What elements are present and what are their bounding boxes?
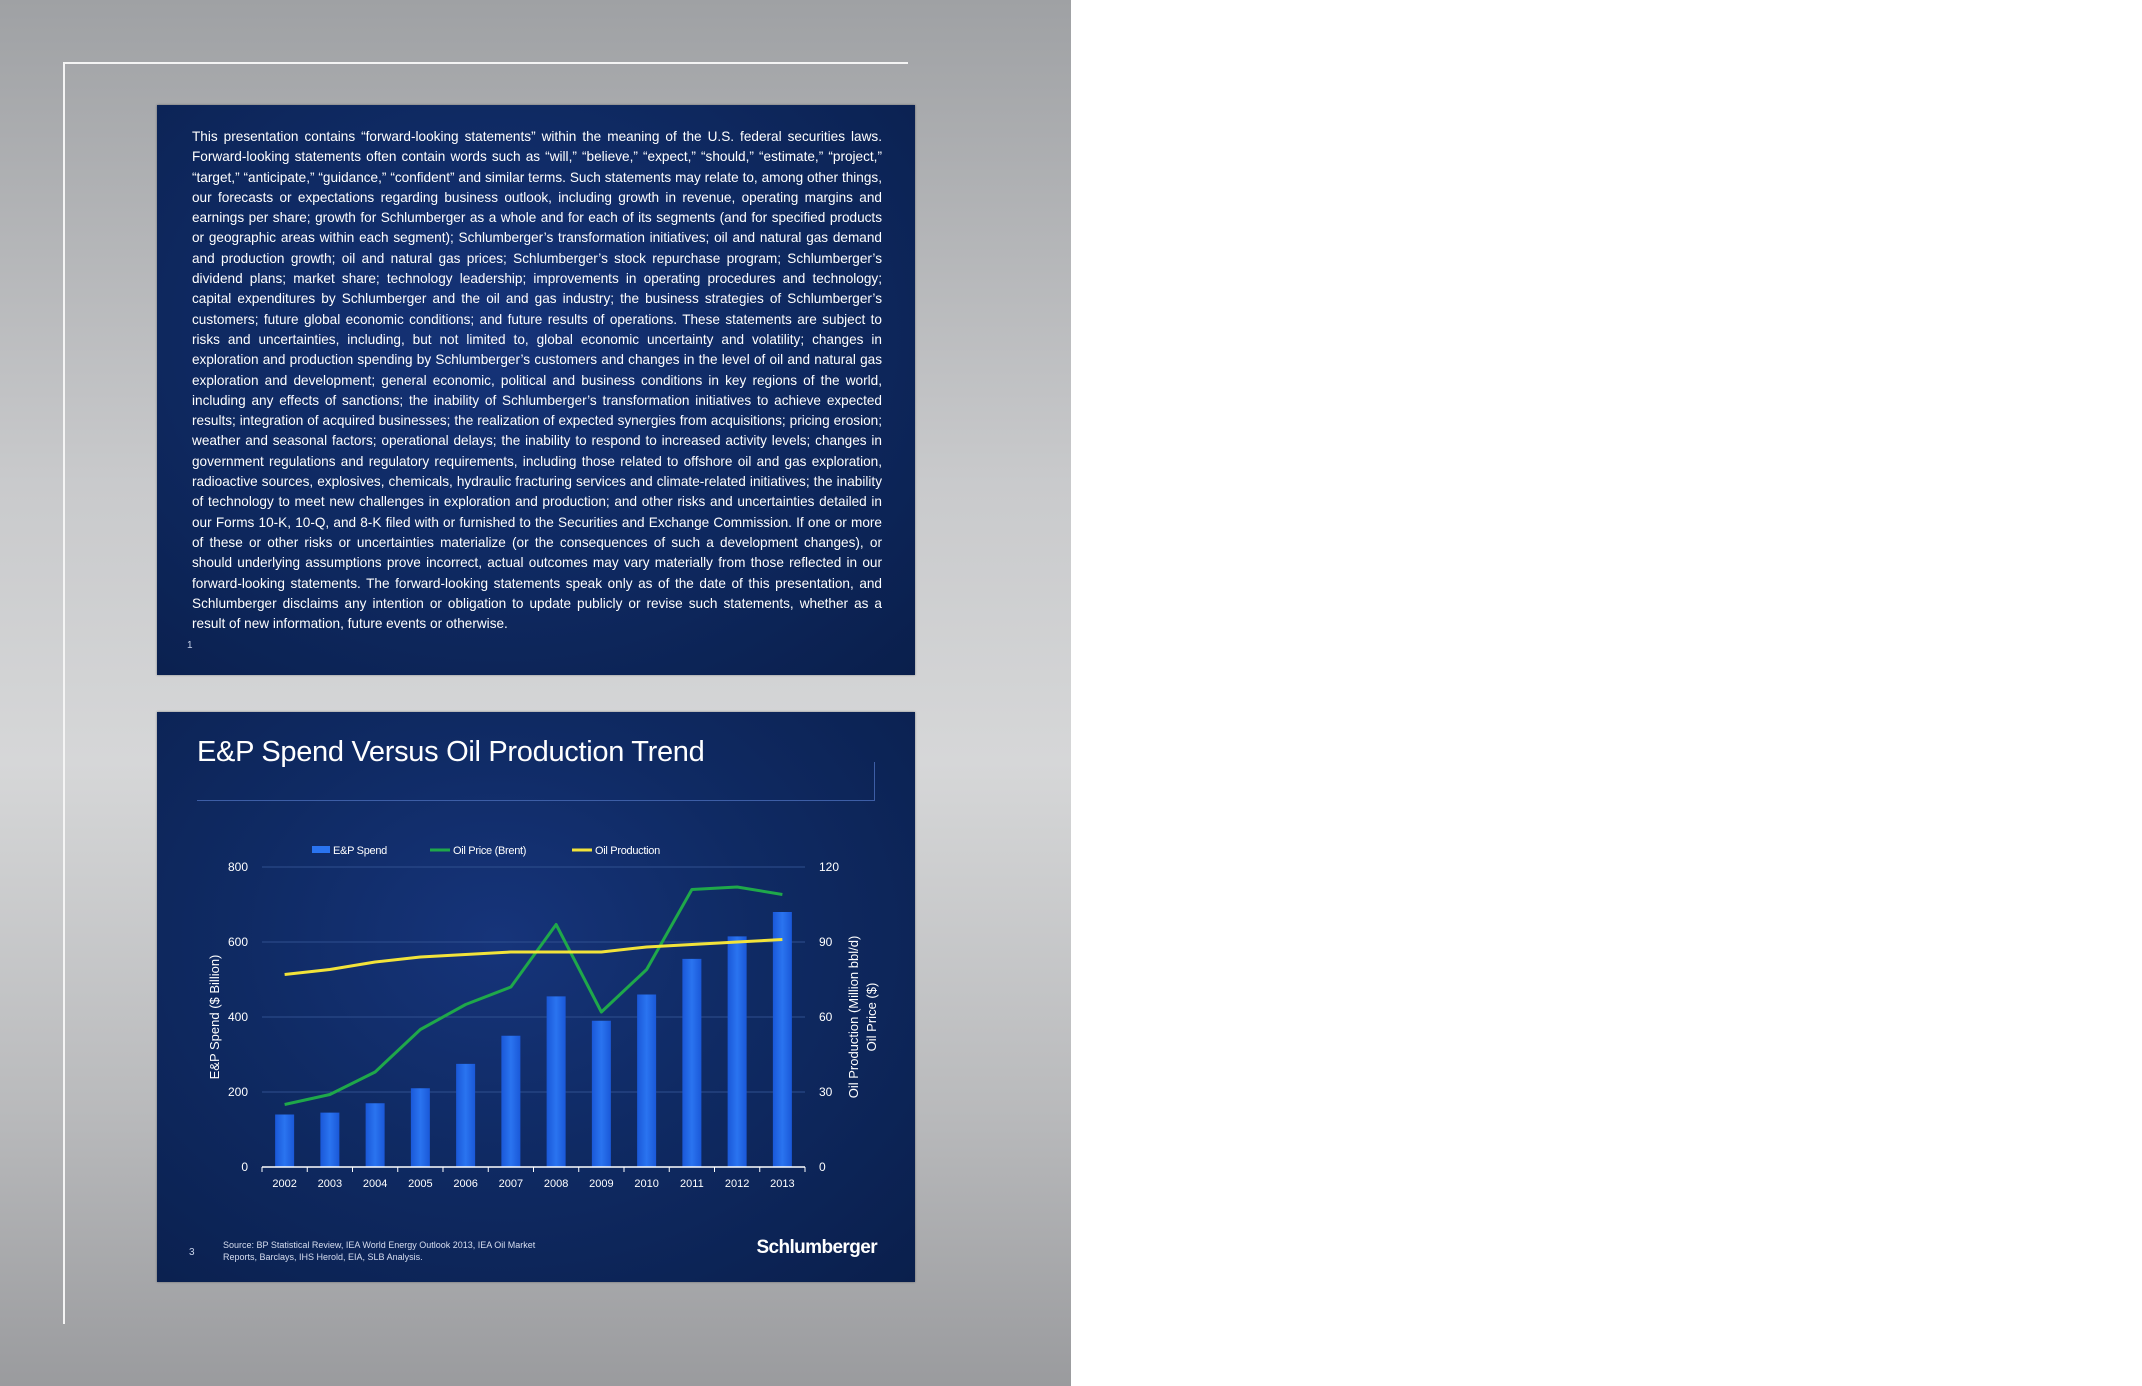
slide-number: 1 [187,640,193,651]
legend-swatch-bar [312,846,330,853]
ep-spend-bar [728,936,747,1167]
ep-spend-bar [275,1115,294,1168]
legend-label: Oil Price (Brent) [453,845,527,857]
y2-tick-label: 90 [819,935,833,949]
y2-tick-label: 120 [819,860,840,874]
chart-slide [157,712,915,1282]
y-tick-label: 0 [241,1160,248,1174]
x-tick-label: 2008 [543,1178,569,1190]
ep-spend-bars [275,912,792,1167]
ep-spend-bar [637,995,656,1168]
ep-spend-bar [547,996,566,1167]
slide-number: 3 [189,1247,195,1258]
y-tick-label: 200 [227,1085,248,1099]
ep-spend-bar [320,1113,339,1167]
ep-spend-bar [773,912,792,1167]
ep-spend-bar [592,1021,611,1167]
x-tick-label: 2007 [498,1178,524,1190]
oil-price-line [285,887,783,1105]
y-tick-label: 800 [227,860,248,874]
y-tick-label: 600 [227,935,248,949]
ep-spend-bar [366,1103,385,1167]
page-frame-top-border [63,62,908,64]
gridlines [262,867,805,1092]
ep-spend-bar [411,1088,430,1167]
ep-spend-bar [456,1064,475,1167]
x-tick-label: 2004 [362,1178,388,1190]
y-tick-label: 400 [227,1010,248,1024]
source-note: Source: BP Statistical Review, IEA World Energy Outlook 2013, IEA Oil Market Reports, Barclays, IHS Herold, EIA, SLB Analysis. [223,1240,536,1262]
forward-looking-statement-text: This presentation contains “forward-looking statements” within the meaning of the U.S. federal securities laws. Forward-looking statements often contain words such as “will,” “believe,” “expect,” “should,” “estimate,” “project,” “target,” “anticipate,” “guidance,” “confident” and similar terms. Such statements may relate to, among other things, our forecasts or expectations regarding business outlook, including growth in revenue, operating margins and earnings per share; growth for Schlumberger as a whole and for each of its segments (and for specified products or geographic areas within each segment); Schlumberger’s transformation initiatives; oil and natural gas demand and production growth; oil and natural gas prices; Schlumberger’s stock repurchase program; Schlumberger’s dividend plans; market share; technology leadership; improvements in operating procedures and technology; capital expenditures by Schlumberger and the oil and gas industry; the business strategies of Schlumberger’s customers; future global economic conditions; and future results of operations. These statements are subject to risks and uncertainties, including, but not limited to, global economic uncertainty and volatility; changes in exploration and production spending by Schlumberger’s customers and changes in the level of oil and natural gas exploration and development; general economic, political and business conditions in key regions of the world, including any effects of sanctions; the inability of Schlumberger’s transformation initiatives to achieve expected results; integration of acquired businesses; the realization of expected synergies from acquisitions; pricing erosion; weather and seasonal factors; operational delays; the inability to respond to increased activity levels; changes in government regulations and regulatory requirements, including those related to offshore oil and gas exploration, radioactive sources, explosives, chemicals, hydraulic fracturing services and climate-related initiatives; the inability of technology to meet new challenges in exploration and production; and other risks and uncertainties detailed in our Forms 10-K, 10-Q, and 8-K filed with or furnished to the Securities and Exchange Commission. If one or more of these or other risks or uncertainties materialize (or the consequences of such a development changes), or should underlying assumptions prove incorrect, actual outcomes may vary materially from those reflected in our forward-looking statements. The forward-looking statements speak only as of the date of this presentation, and Schlumberger disclaims any intention or obligation to update publicly or revise such statements, whether as a result of new information, future events or otherwise. [192,129,882,632]
y2-tick-label: 30 [819,1085,833,1099]
page-frame-left-border [63,62,65,1324]
x-tick-label: 2011 [680,1178,704,1190]
ep-spend-bar [682,959,701,1167]
series-lines [285,887,783,1105]
slide-title: E&P Spend Versus Oil Production Trend [197,736,705,768]
x-tick-label: 2012 [724,1178,750,1190]
x-tick-label: 2005 [408,1178,433,1190]
y2-axis-title: Oil Price ($) [864,982,879,1052]
x-tick-label: 2002 [272,1178,297,1190]
schlumberger-logo: Schlumberger [756,1237,877,1258]
x-tick-label: 2006 [453,1178,478,1190]
y2-tick-label: 0 [819,1160,826,1174]
y2-tick-label: 60 [819,1010,833,1024]
x-tick-label: 2013 [770,1178,795,1190]
x-tick-label: 2010 [634,1178,659,1190]
ep-spend-bar [501,1036,520,1167]
ep-spend-chart [157,712,915,1282]
chart-legend [312,845,660,857]
y-axis-title: E&P Spend ($ Billion) [207,954,222,1080]
legend-label: E&P Spend [333,845,387,857]
legend-label: Oil Production [595,845,660,857]
y2-axis-title: Oil Production (Million bbl/d) [846,935,861,1099]
x-tick-label: 2003 [317,1178,343,1190]
disclaimer-slide [157,105,915,675]
x-tick-label: 2009 [589,1178,614,1190]
